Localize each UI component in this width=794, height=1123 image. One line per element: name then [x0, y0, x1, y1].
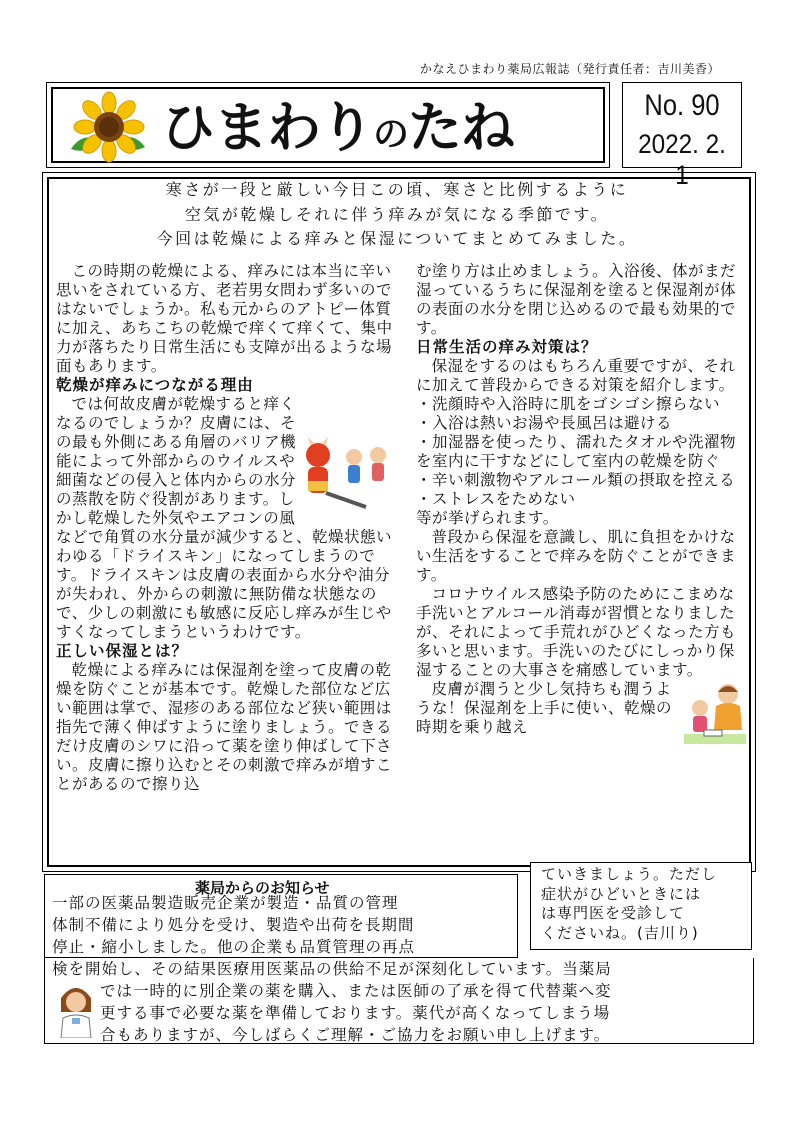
paragraph: 等が挙げられます。 — [416, 509, 559, 527]
paragraph: この時期の乾燥による、痒みには本当に辛い思いをされている方、老若男女問わず多いのではないでしょうか。私も元からのアトピー体質に加え、あちこちの乾燥で痒くて痒くて、集中力が落ちたり日常生活にも支障が出るような場面もあります。 — [56, 262, 393, 375]
closing-note: ていきましょう。ただし 症状がひどいときには は専門医を受診して くださいね。(吉川り) — [541, 865, 718, 942]
paragraph: 皮膚が潤うと少し気持ちも潤うような！保湿剤を上手に使い、乾燥の時期を乗り越え — [416, 680, 673, 736]
intro-line: 空気が乾燥しそれに伴う痒みが気になる季節です。 — [184, 204, 610, 224]
section-heading: 乾燥が痒みにつながる理由 — [56, 376, 254, 394]
section-heading: 正しい保湿とは？ — [56, 642, 189, 660]
list-item: ・加湿器を使ったり、濡れたタオルや洗濯物を室内に干すなどにして室内の乾燥を防ぐ — [416, 433, 737, 470]
paragraph: 保湿をするのはもちろん重要ですが、それに加えて普段からできる対策を紹介します。 — [416, 357, 736, 394]
family-illustration — [680, 680, 750, 750]
article-left-column — [56, 262, 396, 794]
paragraph: では何故皮膚が乾燥すると痒くなるのでしょうか？皮膚には、その最も外側にある角層のバリア機能によって外部からのウイルスや細菌などの侵入と体内からの水分の蒸散を防ぐ役割があります。しかし乾燥した外気やエアコンの風などで角質の水分量が減少すると、乾燥状態いわゆる「ドライスキン」になってしまうのです。ドライスキンは皮膚の表面から水分や油分が失われ、外からの刺激に無防備な状態なので、少しの刺激にも敏感に反応し痒みが生じやすくなってしまうというわけです。 — [56, 395, 393, 641]
intro-line: 今回は乾燥による痒みと保湿についてまとめてみました。 — [156, 229, 638, 248]
article-right-column — [416, 262, 750, 750]
paragraph: コロナウイルス感染予防のためにこまめな手洗いとアルコール消毒が習慣となりましたが、それによって手荒れがひどくなった方も多いと思います。手洗いのたびにしっかり保湿することの大事さを痛感しています。 — [416, 585, 737, 679]
issue-number: No. 90 — [644, 89, 720, 122]
paragraph: 乾燥による痒みには保湿剤を塗って皮膚の乾燥を防ぐことが基本です。乾燥した部位など広い範囲は掌で、湿疹のある部位など狭い範囲は指先で薄く伸ばすように塗りましょう。できるだけ皮膚のシワに沿って薬を塗り伸ばして下さい。皮膚に擦り込むとその刺激で痒みが増すことがあるので擦り込 — [56, 661, 393, 793]
notice-title: 薬局からのお知らせ — [195, 879, 330, 897]
section-heading: 日常生活の痒み対策は？ — [416, 338, 598, 356]
list-item: ・ストレスをためない — [416, 490, 576, 508]
list-item: ・入浴は熱いお湯や長風呂は避ける — [416, 414, 673, 432]
newsletter-title: ひまわりのたね — [161, 96, 515, 159]
issue-box — [622, 82, 742, 190]
list-item: ・辛い刺激物やアルコール類の摂取を控える — [416, 471, 736, 489]
title-inner-frame — [51, 87, 605, 163]
issue-date: 2022. 2. 1 — [638, 129, 726, 190]
list-item: ・洗顔時や入浴時に肌をゴシゴシ擦らない — [416, 395, 721, 413]
sunflower-icon — [63, 91, 153, 163]
intro-line: 寒さが一段と厳しい今日この頃、寒さと比例するように — [165, 180, 629, 199]
oni-children-illustration — [296, 435, 396, 513]
title-box — [46, 82, 610, 168]
intro-text — [60, 178, 734, 252]
notice-text: 一部の医薬品製造販売企業が製造・品質の管理 体制不備により処分を受け、製造や出荷を長期間 停止・縮小しました。他の企業も品質管理の再点 検を開始し、その結果医療用医薬品の供給不足が深刻化しています。当薬局 では一時的に別企業の薬を購入、または医師の了承を得て代替薬へ変 更する事で必要な薬を準備しております。薬代が高くなってしまう場 合もありますが、今しばらくご理解・ご協力をお願い申し上げます。 — [52, 894, 612, 1044]
publisher-line: かなえひまわり薬局広報誌（発行責任者：吉川美香） — [420, 62, 721, 76]
paragraph: む塗り方は止めましょう。入浴後、体がまだ湿っているうちに保湿剤を塗ると保湿剤が体の表面の水分を閉じ込めるので最も効果的です。 — [416, 262, 737, 337]
paragraph: 普段から保湿を意識し、肌に負担をかけない生活をすることで痒みを防ぐことができます。 — [416, 528, 737, 584]
